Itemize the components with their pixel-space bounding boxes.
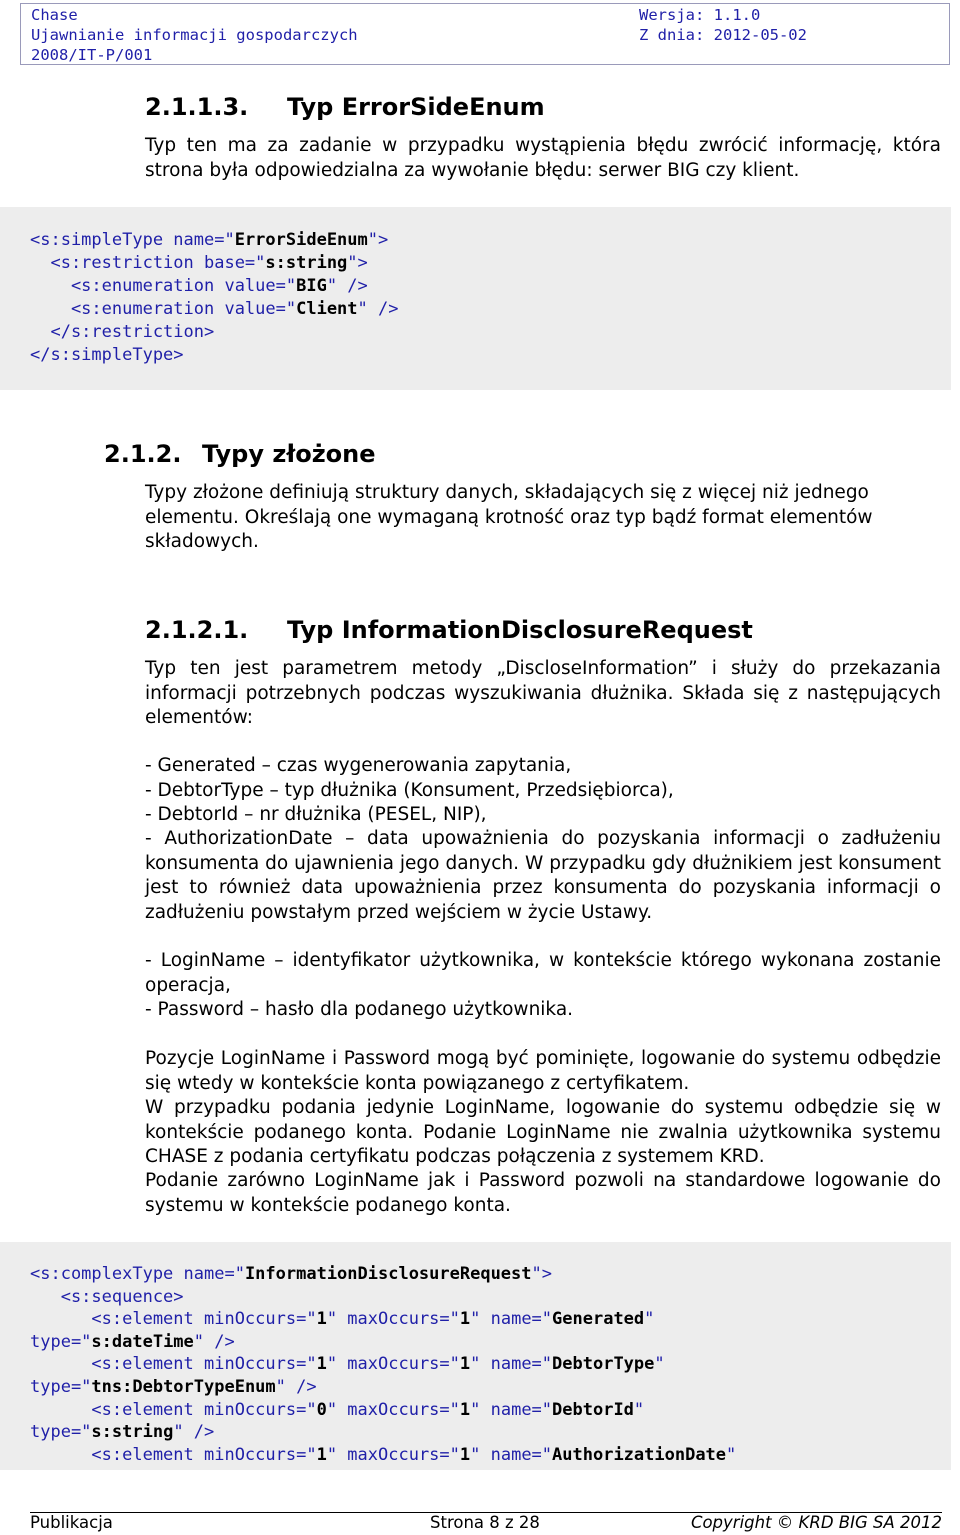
header-app: Chase — [31, 6, 78, 24]
section-title: Typy złożone — [202, 440, 376, 468]
page-header — [20, 3, 950, 65]
list-item-login-name: - LoginName – identyfikator użytkownika, w kontekście którego wykonana zostanie operacja, — [145, 950, 941, 996]
section-number: 2.1.2. — [104, 440, 182, 468]
section-number: 2.1.2.1. — [145, 616, 249, 644]
paragraph-login-and-password: Podanie zarówno LoginName jak i Password pozwoli na standardowe logowanie do systemu w kontekście podanego konta. — [145, 1170, 941, 1216]
list-item-authorization-date: - AuthorizationDate – data upoważnienia do pozyskania informacji o zadłużeniu konsumenta do ujawnienia jego danych. W przypadku gdy dłużnikiem jest konsument jest to również data upoważnienia przez konsumenta do pozyskania informacji o zadłużeniu powstałym przed wejściem w życie Ustawy. — [145, 828, 941, 923]
section-paragraph: Typy złożone definiują struktury danych, składających się z więcej niż jednego elementu. Określają one wymaganą krotność oraz typ bądź format elementów składowych. — [145, 482, 873, 552]
header-version: Wersja: 1.1.0 — [639, 6, 761, 24]
footer-page-number: Strona 8 z 28 — [430, 1513, 540, 1532]
header-title: Ujawnianie informacji gospodarczych — [31, 26, 358, 44]
element-list: - Generated – czas wygenerowania zapytania, - DebtorType – typ dłużnika (Konsument, Przedsiębiorca), - DebtorId – nr dłużnika (PESEL, NIP), — [145, 755, 674, 825]
code-block-complex-type — [0, 1242, 951, 1470]
footer-copyright: Copyright © KRD BIG SA 2012 — [690, 1513, 942, 1532]
section-heading-information-disclosure-request — [145, 616, 753, 644]
code-listing: <s:complexType name="InformationDisclosureRequest"> <s:sequence> <s:element minOccurs="1" maxOccurs="1" name="Generated" type="s:dateTime" /> <s:element minOccurs="1" maxOccurs="1" name="DebtorType" type="tns:DebtorTypeEnum" /> <s:element minOccurs="0" maxOccurs="1" name="DebtorId" type="s:string" /> <s:element minOccurs="1" maxOccurs="1" name="AuthorizationDate" — [30, 1264, 737, 1465]
list-item-password: - Password – hasło dla podanego użytkownika. — [145, 999, 574, 1020]
section-intro: Typ ten jest parametrem metody „DiscloseInformation” i służy do przekazania informacji potrzebnych podczas wyszukiwania dłużnika. Składa się z następujących elementów: — [145, 658, 941, 728]
code-block-simple-type — [0, 207, 951, 390]
paragraph-optional-login: Pozycje LoginName i Password mogą być pominięte, logowanie do systemu odbędzie się wtedy w kontekście konta powiązanego z certyfikatem. — [145, 1048, 941, 1094]
footer-publication: Publikacja — [30, 1513, 113, 1532]
page-footer — [30, 1512, 942, 1535]
header-date: Z dnia: 2012-05-02 — [639, 26, 807, 44]
section-paragraph: Typ ten ma za zadanie w przypadku wystąpienia błędu zwrócić informację, która strona była odpowiedzialna za wywołanie błędu: serwer BIG czy klient. — [145, 135, 941, 181]
section-heading-error-side-enum — [145, 93, 545, 121]
code-listing: <s:simpleType name="ErrorSideEnum"> <s:restriction base="s:string"> <s:enumeration value="BIG" /> <s:enumeration value="Client" /> </s:restriction> </s:simpleType> — [30, 230, 399, 365]
section-heading-complex-types — [104, 440, 376, 468]
header-code: 2008/IT-P/001 — [31, 46, 153, 64]
section-title: Typ ErrorSideEnum — [287, 93, 545, 121]
paragraph-login-name-only: W przypadku podania jedynie LoginName, logowanie do systemu odbędzie się w kontekście podanego konta. Podanie LoginName nie zwalnia użytkownika systemu CHASE z podania certyfikatu podczas połączenia z systemem KRD. — [145, 1097, 941, 1167]
section-title: Typ InformationDisclosureRequest — [287, 616, 753, 644]
section-number: 2.1.1.3. — [145, 93, 249, 121]
